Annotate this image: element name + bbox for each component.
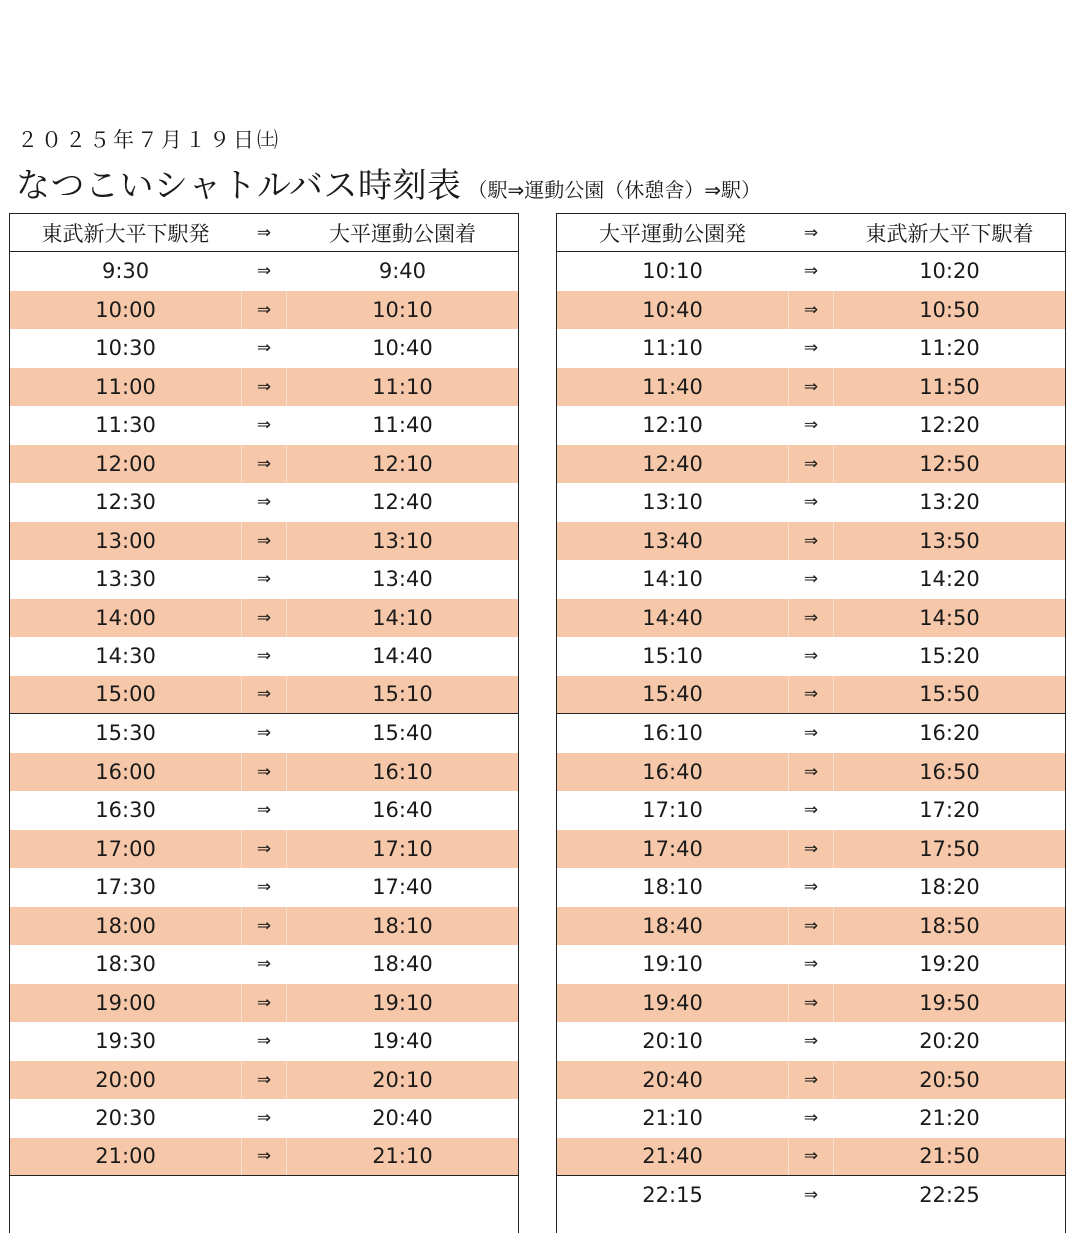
arrival-time: 11:40 xyxy=(372,413,433,438)
arrival-time: 17:50 xyxy=(919,836,980,861)
table-row xyxy=(557,329,1065,368)
arrival-time: 14:20 xyxy=(919,567,980,592)
arrow-icon: ⇒ xyxy=(788,1138,834,1176)
table-row xyxy=(10,907,518,946)
arrow-icon: ⇒ xyxy=(803,261,819,282)
departure-time: 16:40 xyxy=(642,759,703,784)
arrival-time: 21:20 xyxy=(919,1106,980,1131)
arrow-icon: ⇒ xyxy=(241,984,287,1023)
table-row xyxy=(10,560,518,599)
table-row xyxy=(557,522,1065,561)
arrival-time: 10:40 xyxy=(372,336,433,361)
table-row xyxy=(557,1022,1065,1061)
arrival-time: 16:50 xyxy=(919,759,980,784)
arrival-time: 15:10 xyxy=(372,682,433,707)
arrival-time: 17:40 xyxy=(372,875,433,900)
header-departure: 東武新大平下駅発 xyxy=(41,221,210,246)
table-row xyxy=(557,599,1065,638)
departure-time: 15:00 xyxy=(95,682,156,707)
header-arrival: 東武新大平下駅着 xyxy=(865,221,1034,246)
arrival-time: 10:20 xyxy=(919,259,980,284)
table-row xyxy=(557,483,1065,522)
table-row xyxy=(10,329,518,368)
departure-time: 14:00 xyxy=(95,605,156,630)
table-row xyxy=(557,368,1065,407)
departure-time: 11:40 xyxy=(642,374,703,399)
departure-time: 18:10 xyxy=(642,875,703,900)
arrow-icon: ⇒ xyxy=(241,445,287,484)
departure-time: 13:40 xyxy=(642,528,703,553)
arrival-time: 11:50 xyxy=(919,374,980,399)
table-row xyxy=(10,791,518,830)
arrival-time: 15:20 xyxy=(919,644,980,669)
arrow-icon: ⇒ xyxy=(256,261,272,282)
arrow-icon: ⇒ xyxy=(256,569,272,590)
table-row xyxy=(10,252,518,291)
departure-time: 12:30 xyxy=(95,490,156,515)
table-row xyxy=(10,483,518,522)
arrival-time: 22:25 xyxy=(919,1183,980,1208)
arrival-time: 17:10 xyxy=(372,836,433,861)
departure-time: 13:30 xyxy=(95,567,156,592)
departure-time: 18:30 xyxy=(95,952,156,977)
table-body xyxy=(557,252,1065,1215)
arrival-time: 19:20 xyxy=(919,952,980,977)
arrow-icon xyxy=(241,1176,287,1215)
table-row xyxy=(557,252,1065,291)
departure-time: 16:10 xyxy=(642,721,703,746)
arrival-time: 16:10 xyxy=(372,759,433,784)
table-row xyxy=(557,445,1065,484)
arrow-icon: ⇒ xyxy=(788,445,834,484)
departure-time: 17:10 xyxy=(642,798,703,823)
arrow-icon: ⇒ xyxy=(803,1185,819,1206)
departure-time: 21:40 xyxy=(642,1144,703,1169)
arrow-icon: ⇒ xyxy=(803,723,819,744)
departure-time: 10:00 xyxy=(95,297,156,322)
header-arrival: 大平運動公園着 xyxy=(328,221,476,246)
arrival-time: 14:10 xyxy=(372,605,433,630)
arrow-icon: ⇒ xyxy=(803,569,819,590)
arrival-time: 12:20 xyxy=(919,413,980,438)
departure-time: 11:00 xyxy=(95,374,156,399)
table-body xyxy=(10,252,518,1215)
arrival-time: 20:20 xyxy=(919,1029,980,1054)
table-header xyxy=(10,213,518,252)
table-row xyxy=(557,1099,1065,1138)
departure-time: 17:00 xyxy=(95,836,156,861)
arrival-time: 13:50 xyxy=(919,528,980,553)
departure-time: 20:00 xyxy=(95,1067,156,1092)
table-row xyxy=(10,868,518,907)
arrival-time: 12:40 xyxy=(372,490,433,515)
arrow-icon: ⇒ xyxy=(256,222,272,243)
arrival-time: 21:50 xyxy=(919,1144,980,1169)
table-row xyxy=(557,1061,1065,1100)
arrival-time: 16:20 xyxy=(919,721,980,746)
arrow-icon: ⇒ xyxy=(788,522,834,561)
arrival-time: 16:40 xyxy=(372,798,433,823)
departure-time: 22:15 xyxy=(642,1183,703,1208)
table-row xyxy=(10,599,518,638)
table-row xyxy=(10,1138,518,1177)
table-row xyxy=(10,714,518,753)
arrow-icon: ⇒ xyxy=(256,415,272,436)
departure-time: 21:00 xyxy=(95,1144,156,1169)
arrow-icon: ⇒ xyxy=(803,877,819,898)
arrow-icon: ⇒ xyxy=(256,1031,272,1052)
departure-time: 15:10 xyxy=(642,644,703,669)
arrival-time: 20:10 xyxy=(372,1067,433,1092)
arrow-icon: ⇒ xyxy=(241,907,287,946)
arrow-icon: ⇒ xyxy=(788,368,834,407)
arrow-icon: ⇒ xyxy=(788,291,834,330)
arrow-icon: ⇒ xyxy=(256,492,272,513)
arrival-time: 10:50 xyxy=(919,297,980,322)
arrival-time: 18:40 xyxy=(372,952,433,977)
arrival-time: 18:50 xyxy=(919,913,980,938)
arrival-time: 19:40 xyxy=(372,1029,433,1054)
arrow-icon: ⇒ xyxy=(788,1061,834,1100)
table-row xyxy=(557,291,1065,330)
arrow-icon: ⇒ xyxy=(256,1108,272,1129)
table-row xyxy=(557,637,1065,676)
table-row xyxy=(557,868,1065,907)
route-subtitle: （駅⇒運動公園（休憩舎）⇒駅） xyxy=(467,178,761,202)
arrow-icon: ⇒ xyxy=(788,907,834,946)
departure-time: 20:30 xyxy=(95,1106,156,1131)
arrow-icon: ⇒ xyxy=(803,1108,819,1129)
departure-time: 10:40 xyxy=(642,297,703,322)
departure-time: 19:40 xyxy=(642,990,703,1015)
table-row xyxy=(10,1176,518,1215)
table-row xyxy=(557,714,1065,753)
arrival-time: 9:40 xyxy=(378,259,427,284)
departure-time: 19:30 xyxy=(95,1029,156,1054)
table-row xyxy=(557,791,1065,830)
table-row xyxy=(10,637,518,676)
table-row xyxy=(557,1138,1065,1177)
departure-time: 13:00 xyxy=(95,528,156,553)
table-row xyxy=(557,676,1065,715)
arrow-icon: ⇒ xyxy=(256,723,272,744)
arrival-time: 18:20 xyxy=(919,875,980,900)
timetable-outbound xyxy=(9,213,519,1233)
arrival-time: 21:10 xyxy=(372,1144,433,1169)
arrival-time: 10:10 xyxy=(372,297,433,322)
arrival-time: 13:40 xyxy=(372,567,433,592)
table-row xyxy=(557,945,1065,984)
arrival-time: 12:50 xyxy=(919,451,980,476)
departure-time: 13:10 xyxy=(642,490,703,515)
arrow-icon: ⇒ xyxy=(241,830,287,869)
arrival-time: 13:20 xyxy=(919,490,980,515)
arrival-time: 11:10 xyxy=(372,374,433,399)
arrow-icon: ⇒ xyxy=(803,338,819,359)
departure-time: 14:30 xyxy=(95,644,156,669)
arrival-time: 12:10 xyxy=(372,451,433,476)
arrival-time: 15:40 xyxy=(372,721,433,746)
arrow-icon: ⇒ xyxy=(241,753,287,792)
table-row xyxy=(10,945,518,984)
departure-time: 19:10 xyxy=(642,952,703,977)
departure-time: 20:40 xyxy=(642,1067,703,1092)
arrow-icon: ⇒ xyxy=(241,1138,287,1176)
page-title-block xyxy=(16,158,761,207)
departure-time: 11:10 xyxy=(642,336,703,361)
arrival-time: 19:10 xyxy=(372,990,433,1015)
table-row xyxy=(10,522,518,561)
arrow-icon: ⇒ xyxy=(256,646,272,667)
arrow-icon: ⇒ xyxy=(241,291,287,330)
table-row xyxy=(10,291,518,330)
arrival-time: 15:50 xyxy=(919,682,980,707)
departure-time: 14:10 xyxy=(642,567,703,592)
timetable-return xyxy=(556,213,1066,1233)
departure-time: 9:30 xyxy=(101,259,150,284)
departure-time: 10:10 xyxy=(642,259,703,284)
departure-time: 19:00 xyxy=(95,990,156,1015)
table-row xyxy=(557,753,1065,792)
arrow-icon: ⇒ xyxy=(803,646,819,667)
table-row xyxy=(557,560,1065,599)
arrival-time: 11:20 xyxy=(919,336,980,361)
arrow-icon: ⇒ xyxy=(256,877,272,898)
arrow-icon: ⇒ xyxy=(241,368,287,407)
arrow-icon: ⇒ xyxy=(803,954,819,975)
table-row xyxy=(557,907,1065,946)
arrival-time: 17:20 xyxy=(919,798,980,823)
departure-time: 20:10 xyxy=(642,1029,703,1054)
arrow-icon: ⇒ xyxy=(241,522,287,561)
page-title: なつこいシャトルバス時刻表 xyxy=(16,166,462,206)
schedule-date: ２０２５年７月１９日㈯ xyxy=(17,128,281,152)
departure-time: 14:40 xyxy=(642,605,703,630)
table-row xyxy=(557,984,1065,1023)
arrow-icon: ⇒ xyxy=(256,954,272,975)
arrow-icon: ⇒ xyxy=(788,753,834,792)
arrow-icon: ⇒ xyxy=(256,338,272,359)
arrival-time: 14:40 xyxy=(372,644,433,669)
table-row xyxy=(557,406,1065,445)
arrow-icon: ⇒ xyxy=(803,800,819,821)
table-row xyxy=(10,676,518,715)
table-row xyxy=(10,1061,518,1100)
table-row xyxy=(10,406,518,445)
table-row xyxy=(557,1176,1065,1215)
departure-time: 17:40 xyxy=(642,836,703,861)
arrival-time: 20:40 xyxy=(372,1106,433,1131)
arrow-icon: ⇒ xyxy=(241,599,287,638)
table-row xyxy=(10,368,518,407)
table-row xyxy=(10,1022,518,1061)
arrow-icon: ⇒ xyxy=(241,676,287,714)
table-row xyxy=(10,753,518,792)
arrow-icon: ⇒ xyxy=(788,676,834,714)
arrow-icon: ⇒ xyxy=(256,800,272,821)
departure-time: 16:00 xyxy=(95,759,156,784)
table-row xyxy=(557,830,1065,869)
arrival-time: 19:50 xyxy=(919,990,980,1015)
table-row xyxy=(10,984,518,1023)
departure-time: 15:40 xyxy=(642,682,703,707)
arrow-icon: ⇒ xyxy=(803,1031,819,1052)
table-header xyxy=(557,213,1065,252)
departure-time: 21:10 xyxy=(642,1106,703,1131)
arrival-time: 18:10 xyxy=(372,913,433,938)
departure-time: 17:30 xyxy=(95,875,156,900)
table-row xyxy=(10,445,518,484)
arrow-icon: ⇒ xyxy=(241,1061,287,1100)
departure-time: 11:30 xyxy=(95,413,156,438)
departure-time: 16:30 xyxy=(95,798,156,823)
arrow-icon: ⇒ xyxy=(788,599,834,638)
arrow-icon: ⇒ xyxy=(803,415,819,436)
arrow-icon: ⇒ xyxy=(788,984,834,1023)
departure-time: 18:40 xyxy=(642,913,703,938)
arrow-icon: ⇒ xyxy=(803,222,819,243)
table-row xyxy=(10,830,518,869)
arrival-time: 20:50 xyxy=(919,1067,980,1092)
header-departure: 大平運動公園発 xyxy=(599,221,747,246)
departure-time: 10:30 xyxy=(95,336,156,361)
arrival-time: 14:50 xyxy=(919,605,980,630)
arrow-icon: ⇒ xyxy=(788,830,834,869)
departure-time: 12:00 xyxy=(95,451,156,476)
departure-time: 15:30 xyxy=(95,721,156,746)
arrival-time: 13:10 xyxy=(372,528,433,553)
departure-time: 18:00 xyxy=(95,913,156,938)
table-row xyxy=(10,1099,518,1138)
departure-time: 12:10 xyxy=(642,413,703,438)
arrow-icon: ⇒ xyxy=(803,492,819,513)
departure-time: 12:40 xyxy=(642,451,703,476)
